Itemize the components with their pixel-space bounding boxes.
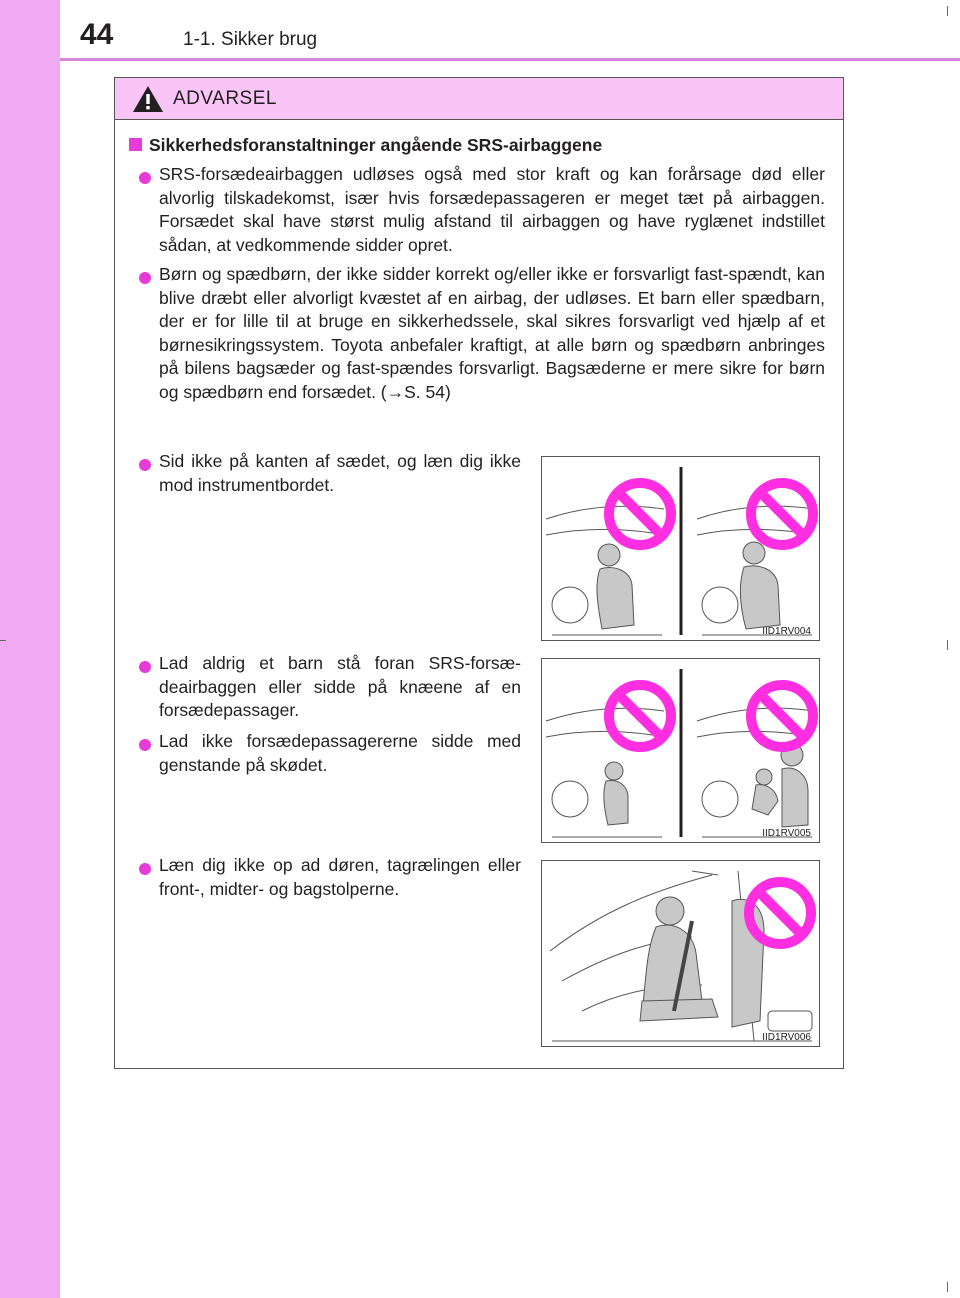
illustration-drawing: [542, 659, 819, 842]
bullet-text: SRS-forsædeairbaggen udløses også med stor kraft og kan forårsage død eller alvorlig tilskadekomst, især hvis forsædepassageren er meget tæt på airbaggen. Forsædet skal have størst mulig afstand til airbaggen og have ryglænet indstillet sådan, at vedkommende sidder opret.: [159, 164, 825, 255]
illustration-leaning-on-door: [541, 860, 820, 1047]
bullet-icon: [139, 459, 151, 471]
bullet-text: Læn dig ikke op ad døren, tagrælingen eller front-, midter- og bagstolperne.: [159, 855, 521, 899]
figure-id: IID1RV004: [762, 626, 811, 637]
bullet-icon: [139, 272, 151, 284]
bullet-icon: [139, 661, 151, 673]
warning-heading: Sikkerhedsforanstaltninger angående SRS-airbaggene: [129, 135, 602, 156]
illustration-seating-position: [541, 456, 820, 641]
bullet-text: Lad aldrig et barn stå foran SRS-forsæ-deairbaggen eller sidde på knæene af en forsædepassager.: [159, 653, 521, 721]
warning-box: [114, 77, 844, 1069]
square-bullet-icon: [129, 138, 142, 151]
trim-mark: [0, 640, 6, 641]
bullet-text: Sid ikke på kanten af sædet, og læn dig ikke mod instrumentbordet.: [159, 451, 521, 495]
bullet-icon: [139, 739, 151, 751]
illustration-drawing: [542, 457, 819, 640]
prohibition-icon: [751, 685, 813, 747]
illustration-child-passenger: [541, 658, 820, 843]
warning-triangle-icon: [132, 85, 164, 113]
trim-mark: [947, 640, 948, 650]
bullet-text: Børn og spædbørn, der ikke sidder korrekt og/eller ikke er forsvarligt fast-spændt, kan blive dræbt eller alvorligt kvæstet af en airbag, der udløses. Et barn eller spædbarn, der er for lille til at bruge en sikkerhedssele, skal sikres forsvarligt ved hjælp af et børnesikringssystem. Toyota anbefaler kraftigt, at alle børn og spædbørn anbringes på bilens bagsæder og fast-spændes forsvarligt. Bagsæderne er mere sikre for børn og spædbørn end forsædet. (→S. 54): [159, 264, 825, 402]
bullet-icon: [139, 863, 151, 875]
warning-title: ADVARSEL: [173, 88, 277, 109]
illustration-drawing: [542, 861, 819, 1046]
chapter-tab-sidebar: [0, 0, 60, 1298]
bullet-text: Lad ikke forsædepassagererne sidde med genstande på skødet.: [159, 731, 521, 775]
section-title: 1-1. Sikker brug: [183, 29, 318, 50]
page-number: 44: [80, 18, 114, 51]
warning-header: [115, 78, 843, 120]
figure-id: IID1RV006: [762, 1032, 811, 1043]
prohibition-icon: [751, 483, 813, 545]
header-rule: [60, 58, 960, 61]
prohibition-icon: [609, 483, 671, 545]
trim-mark: [947, 1282, 948, 1292]
trim-mark: [947, 6, 948, 16]
bullet-icon: [139, 172, 151, 184]
figure-id: IID1RV005: [762, 828, 811, 839]
prohibition-icon: [609, 685, 671, 747]
